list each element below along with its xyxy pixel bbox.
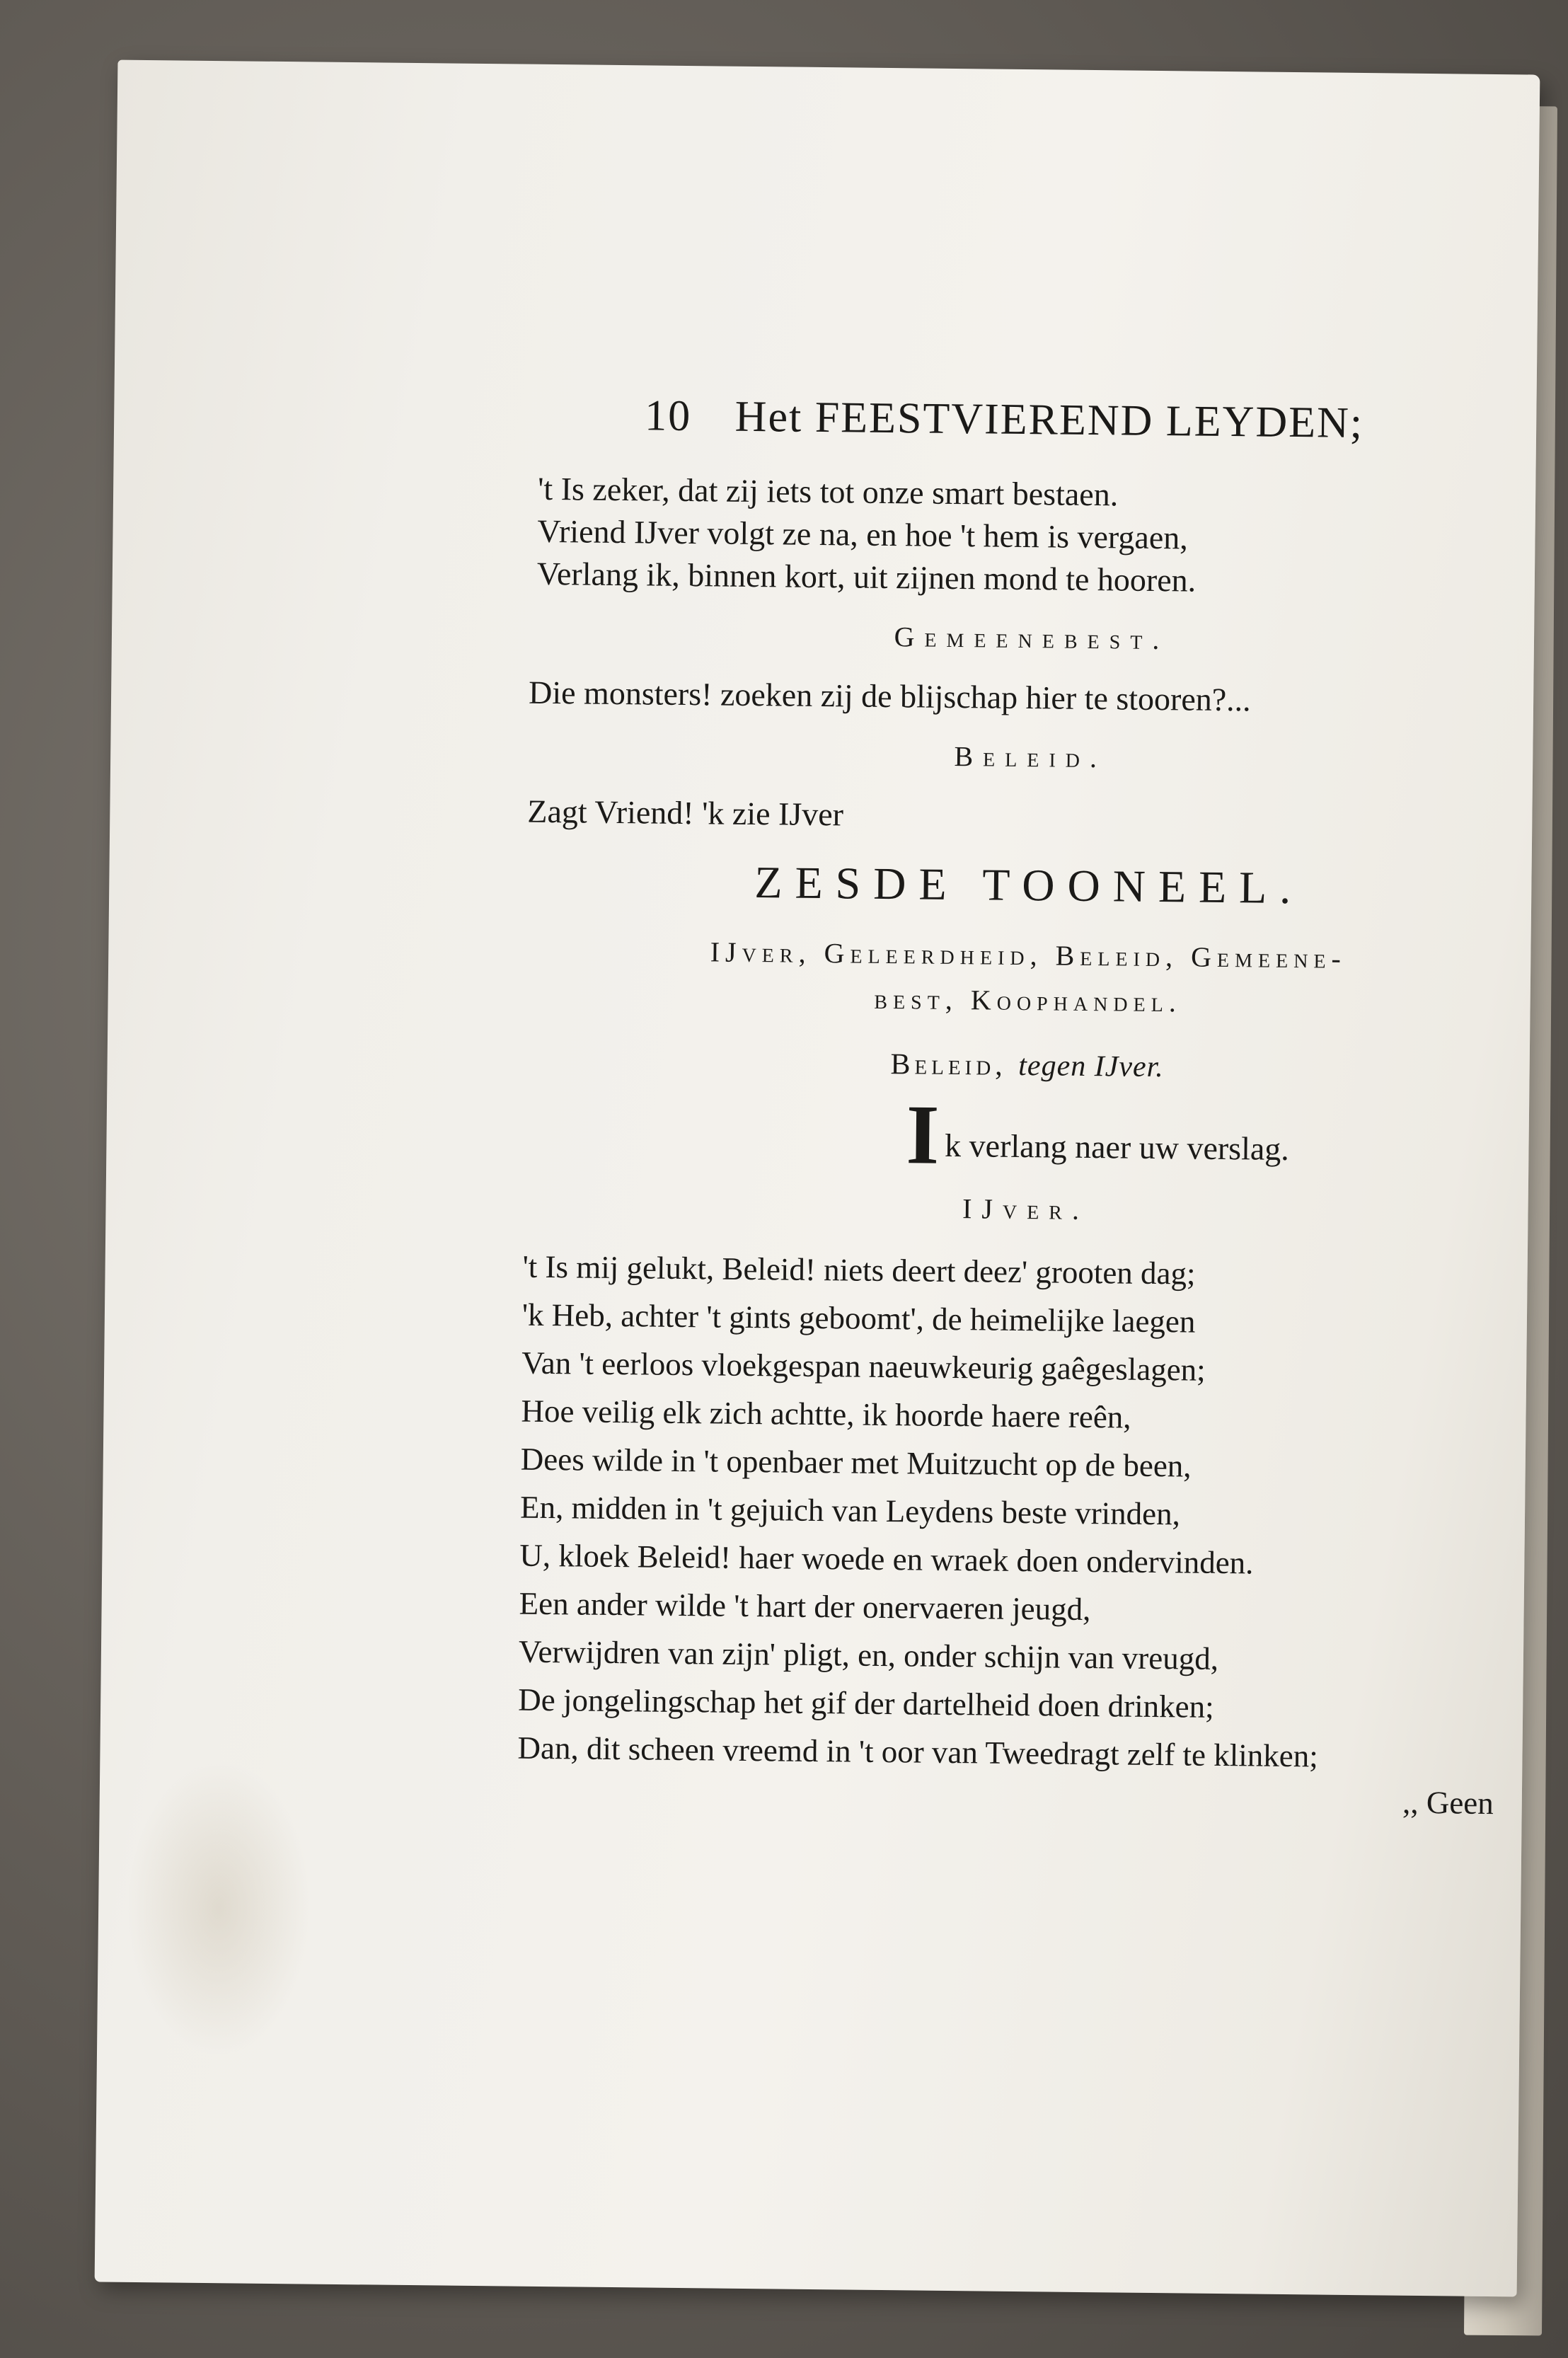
book-page — [95, 60, 1540, 2297]
verse-line: Verwijdren van zijn' pligt, en, onder schijn van vreugd, — [518, 1633, 1219, 1677]
drop-capital: I — [905, 1087, 940, 1182]
scene-title: ZESDE TOONEEL. — [754, 857, 1304, 914]
text-line: Zagt Vriend! 'k zie IJver — [527, 793, 844, 833]
text-line: Die monsters! zoeken zij de blijschap hier te stooren?... — [528, 674, 1251, 718]
direction-note: tegen IJver. — [1018, 1049, 1165, 1084]
speaker-name: Beleid. — [954, 740, 1107, 774]
paper-stain — [125, 1759, 312, 2058]
verse-line: En, midden in 't gejuich van Leydens beste vrinden, — [519, 1489, 1181, 1532]
catchword: ,, Geen — [1402, 1784, 1494, 1822]
verse-line: 'k Heb, achter 't gints geboomt', de heimelijke laegen — [521, 1296, 1196, 1340]
text-line: 't Is zeker, dat zij iets tot onze smart bestaen. — [537, 470, 1119, 513]
verse-line: Van 't eerloos vloekgespan naeuwkeurig gaêgeslagen; — [521, 1345, 1206, 1388]
verse-line: U, kloek Beleid! haer woede en wraek doen ondervinden. — [519, 1537, 1254, 1581]
verse-line: De jongelingschap het gif der dartelheid doen drinken; — [518, 1681, 1214, 1725]
cast-list — [525, 928, 1530, 1029]
dropcap-line — [905, 1087, 1529, 1190]
verse-block — [517, 1243, 1528, 1783]
running-header — [644, 391, 1536, 478]
speaker-name: IJver. — [962, 1192, 1090, 1226]
speaker-name: Beleid, — [890, 1048, 1008, 1082]
dropcap-rest: k verlang naer uw verslag. — [944, 1127, 1290, 1167]
text-line: Verlang ik, binnen kort, uit zijnen mond te hooren. — [536, 555, 1197, 599]
page-number: 10 — [644, 391, 692, 441]
verse-line: Dees wilde in 't openbaer met Muitzucht op de been, — [520, 1441, 1192, 1484]
verse-line: 't Is mij gelukt, Beleid! niets deert deez' grooten dag; — [522, 1248, 1196, 1292]
page-text — [517, 319, 1538, 1822]
cast-line: best, Koophandel. — [874, 982, 1182, 1018]
text-line: Vriend IJver volgt ze na, en hoe 't hem is vergaen, — [537, 512, 1189, 556]
stage-direction — [524, 1044, 1529, 1088]
cast-line: IJver, Geleerdheid, Beleid, Gemeene- — [710, 936, 1347, 974]
opening-lines — [537, 468, 1536, 606]
running-title: Het FEESTVIEREND LEYDEN; — [734, 392, 1364, 448]
verse-line: Dan, dit scheen vreemd in 't oor van Tweedragt zelf te klinken; — [517, 1730, 1319, 1774]
verse-line: Een ander wilde 't hart der onervaeren jeugd, — [519, 1585, 1091, 1628]
verse-line: Hoe veilig elk zich achtte, ik hoorde haere reên, — [521, 1393, 1131, 1435]
speaker-name: Gemeenebest. — [894, 621, 1170, 656]
